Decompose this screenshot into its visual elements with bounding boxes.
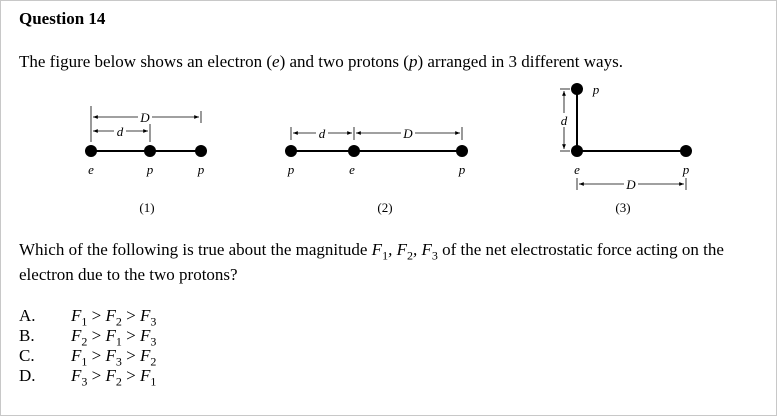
option-a[interactable]: A. $F_1 > F_2 > F_3$ — [19, 306, 157, 329]
prompt-suffix: of the net electrostatic force acting on the electron due to the two protons? — [19, 240, 724, 285]
option-b[interactable]: B. $F_2 > F_1 > F_3$ — [19, 326, 157, 349]
label-p: p — [197, 162, 205, 177]
proton-dot-1b — [195, 145, 207, 157]
caption-3: (3) — [615, 200, 631, 215]
arrangement-2 — [285, 126, 468, 215]
option-c[interactable]: C. $F_1 > F_3 > F_2$ — [19, 346, 157, 369]
electron-dot-1 — [85, 145, 97, 157]
caption-2: (2) — [377, 200, 393, 215]
option-letter: C. — [19, 346, 35, 365]
label-D: D — [140, 110, 150, 125]
option-d[interactable]: D. $F_3 > F_2 > F_1$ — [19, 366, 157, 389]
proton-dot-3b — [680, 145, 692, 157]
charge-arrangement-figure — [0, 78, 777, 228]
intro-prefix: The figure below shows an electron ( — [19, 52, 273, 71]
label-d: d — [318, 126, 326, 141]
proton-dot-3a — [571, 83, 583, 95]
label-p: p — [287, 162, 295, 177]
answer-options — [19, 306, 157, 389]
option-letter: A. — [19, 306, 36, 325]
option-letter: D. — [19, 366, 36, 385]
intro-mid: ) and two protons ( — [279, 52, 409, 71]
label-d: d — [560, 113, 568, 128]
electron-dot-3 — [571, 145, 583, 157]
label-p: p — [458, 162, 466, 177]
intro-e: e — [272, 52, 280, 71]
question-prompt — [19, 240, 759, 285]
label-e: e — [88, 162, 94, 177]
label-D: D — [403, 126, 413, 141]
label-p: p — [682, 162, 690, 177]
proton-dot-2b — [456, 145, 468, 157]
arrangement-3 — [558, 82, 692, 215]
prompt-prefix: Which of the following is true about the magnitude — [19, 240, 372, 259]
label-p: p — [146, 162, 154, 177]
label-D: D — [626, 177, 636, 192]
electron-dot-2 — [348, 145, 360, 157]
proton-dot-2a — [285, 145, 297, 157]
question-title: Question 14 — [19, 9, 106, 28]
caption-1: (1) — [139, 200, 155, 215]
question-intro — [19, 52, 623, 72]
label-e: e — [574, 162, 580, 177]
option-letter: B. — [19, 326, 35, 345]
intro-p: p — [408, 52, 418, 71]
magnitudes-inline: $F_1$, $F_2$, $F_3$ — [371, 240, 438, 263]
label-p: p — [592, 82, 600, 97]
label-d: d — [116, 124, 124, 139]
arrangement-1 — [85, 106, 207, 215]
intro-suffix: ) arranged in 3 different ways. — [417, 52, 623, 71]
label-e: e — [349, 162, 355, 177]
proton-dot-1a — [144, 145, 156, 157]
